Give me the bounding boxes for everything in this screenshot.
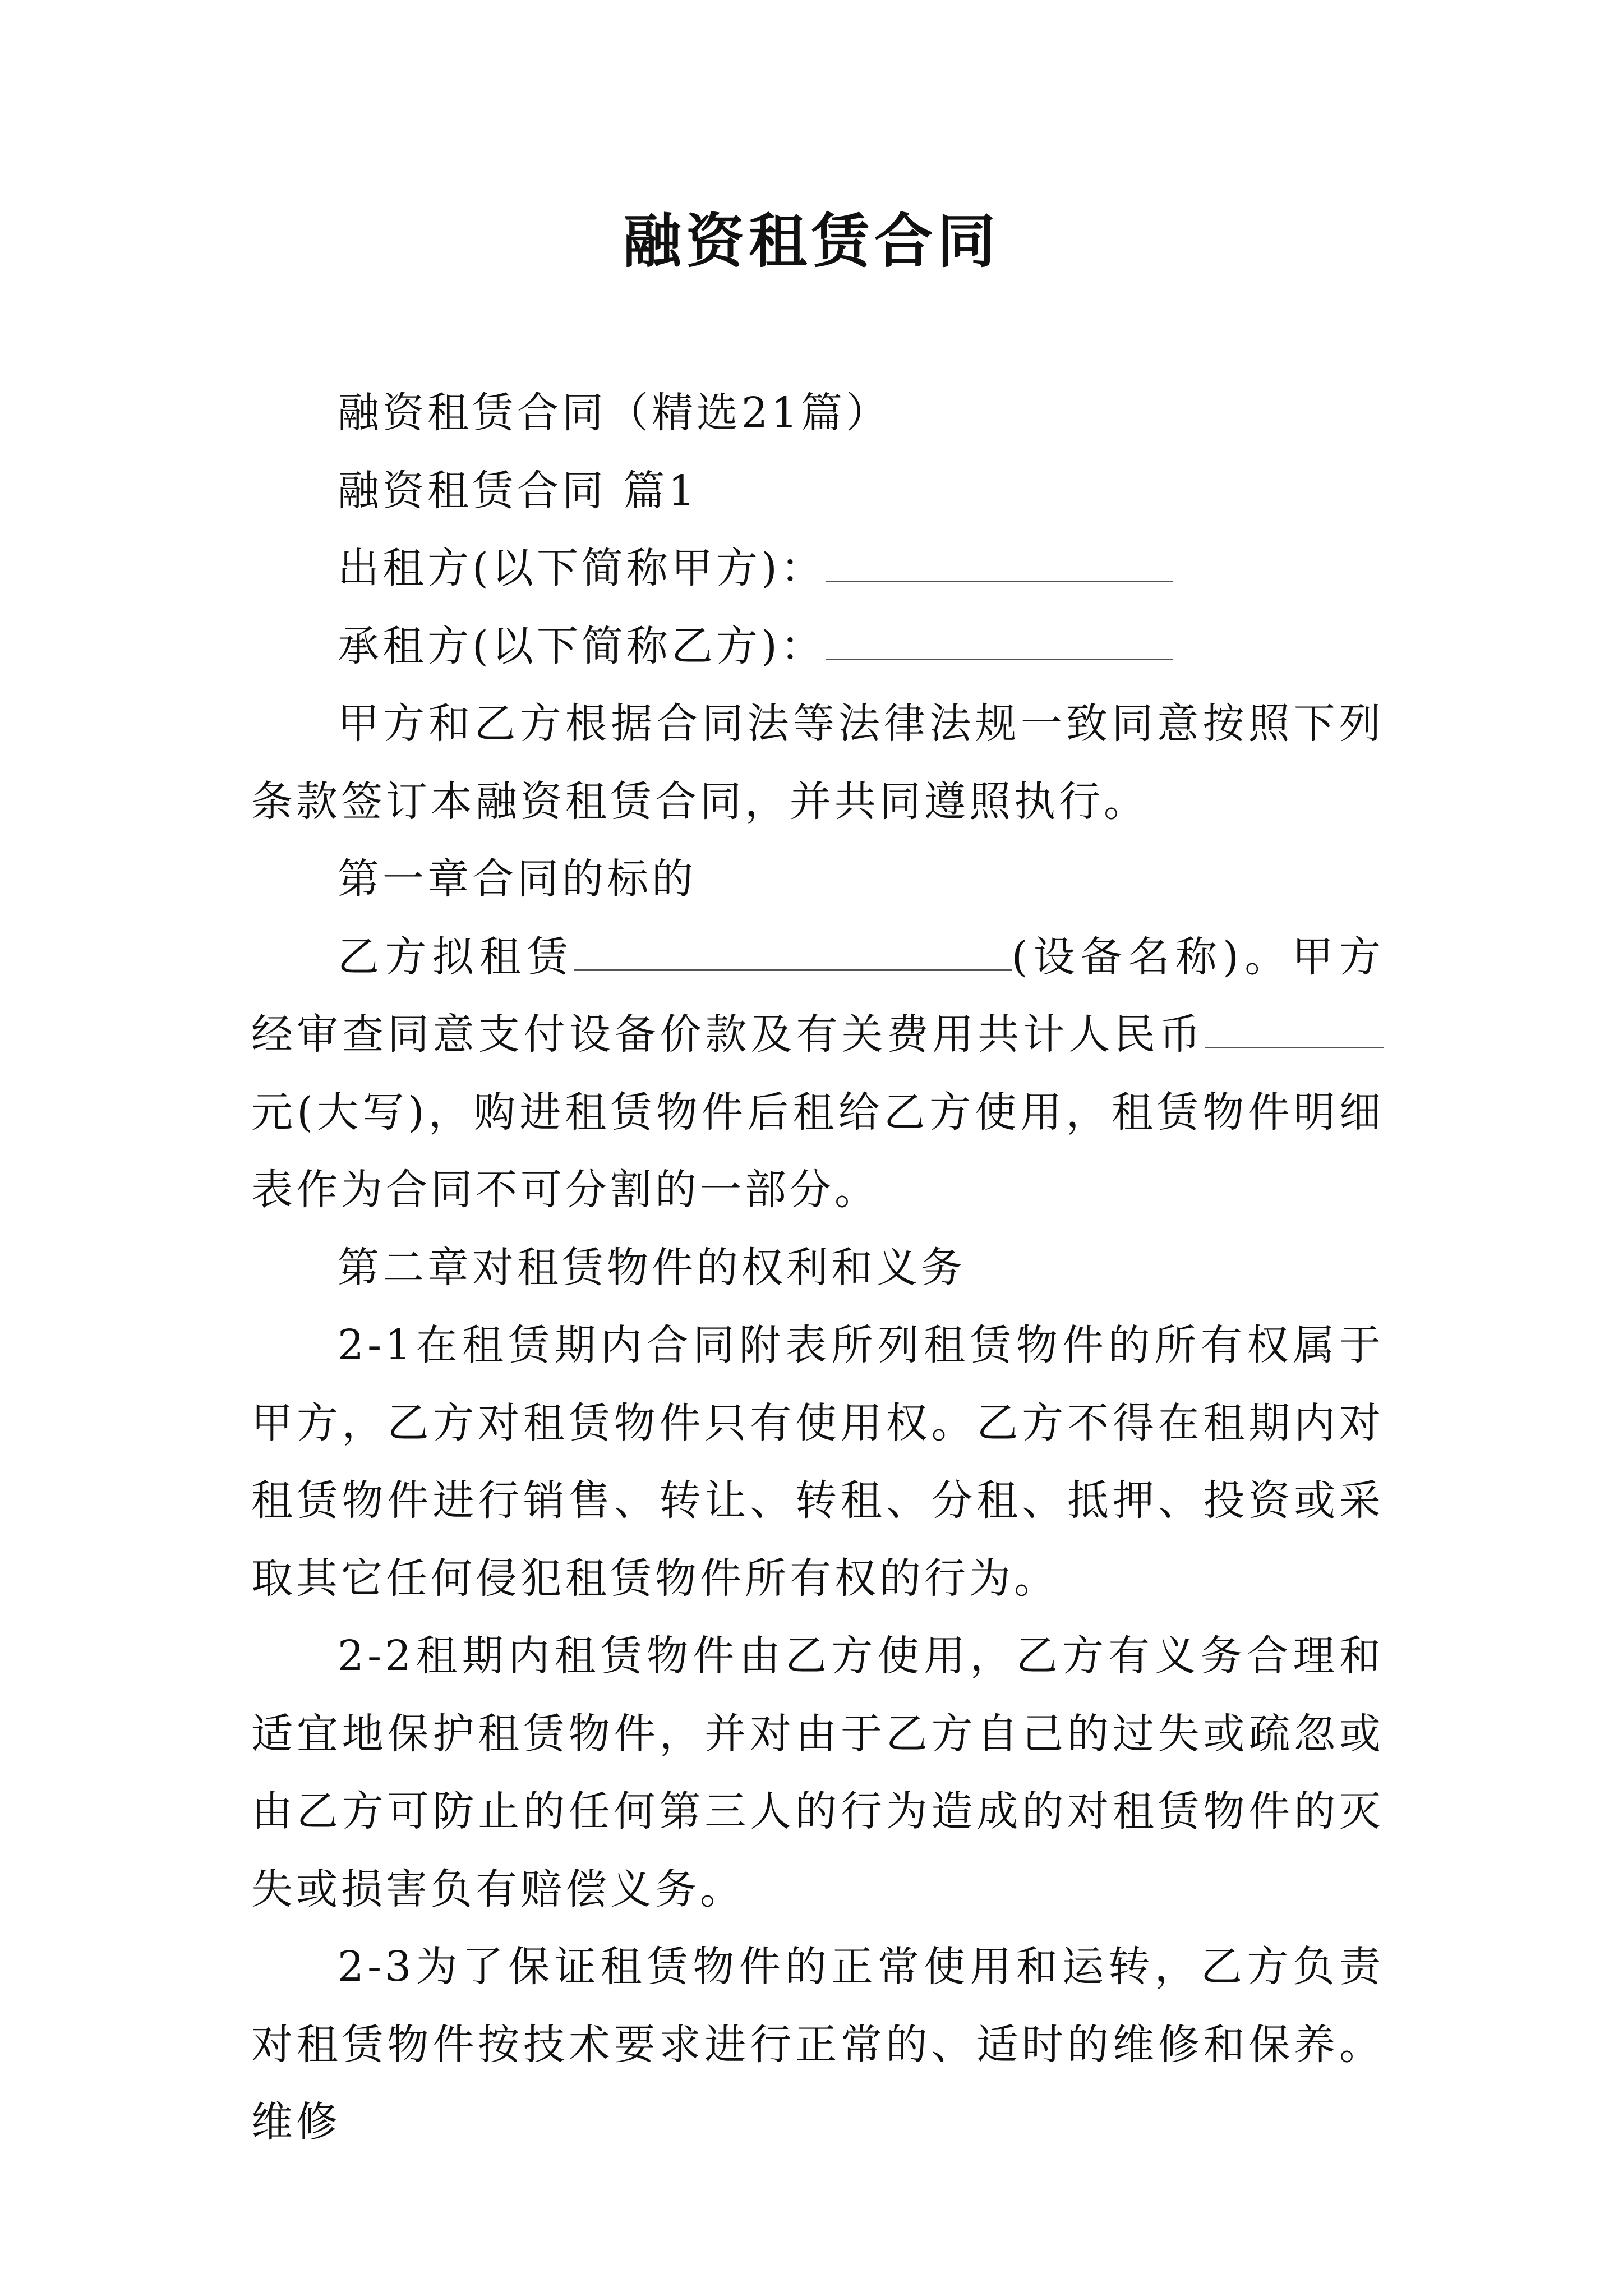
amount-blank bbox=[1205, 1012, 1384, 1048]
document-title: 融资租赁合同 bbox=[623, 206, 1000, 275]
chapter1-text-b: (设备名称)。甲方经审查同意支付设备价款及有关费用共计人民币 bbox=[251, 932, 1384, 1059]
lessor-label: 出租方(以下简称甲方)： bbox=[338, 544, 826, 592]
lessee-line bbox=[251, 608, 1384, 685]
chapter1-text-a: 乙方拟租赁 bbox=[338, 932, 574, 981]
chapter1-text-c: 元(大写)，购进租赁物件后租给乙方使用，租赁物件明细表作为合同不可分割的一部分。 bbox=[251, 1088, 1384, 1214]
chapter1-paragraph bbox=[251, 918, 1384, 1229]
section-heading: 融资租赁合同 篇1 bbox=[338, 466, 698, 515]
lessee-label: 承租方(以下简称乙方)： bbox=[338, 622, 826, 670]
clause-2-3: 2-3为了保证租赁物件的正常使用和运转，乙方负责对租赁物件按技术要求进行正常的、适时的维修和保养。维修 bbox=[251, 1943, 1384, 2146]
clause-2-2: 2-2租期内租赁物件由乙方使用，乙方有义务合理和适宜地保护租赁物件，并对由于乙方自己的过失或疏忽或由乙方可防止的任何第三人的行为造成的对租赁物件的灭失或损害负有赔偿义务。 bbox=[251, 1632, 1384, 1913]
chapter1-heading: 第一章合同的标的 bbox=[338, 855, 697, 903]
document-body bbox=[251, 374, 1384, 2161]
equipment-name-blank bbox=[574, 935, 1012, 971]
chapter2-heading: 第二章对租赁物件的权利和义务 bbox=[338, 1243, 966, 1292]
clause-2-1: 2-1在租赁期内合同附表所列租赁物件的所有权属于甲方，乙方对租赁物件只有使用权。乙方不得在租期内对租赁物件进行销售、转让、转租、分租、抵押、投资或采取其它任何侵犯租赁物件所有权的行为。 bbox=[251, 1321, 1384, 1603]
lessor-line bbox=[251, 530, 1384, 608]
lessor-blank bbox=[826, 546, 1173, 582]
document-subtitle: 融资租赁合同（精选21篇） bbox=[338, 389, 891, 437]
preamble-paragraph: 甲方和乙方根据合同法等法律法规一致同意按照下列条款签订本融资租赁合同，并共同遵照执行。 bbox=[251, 700, 1384, 826]
lessee-blank bbox=[826, 624, 1173, 660]
